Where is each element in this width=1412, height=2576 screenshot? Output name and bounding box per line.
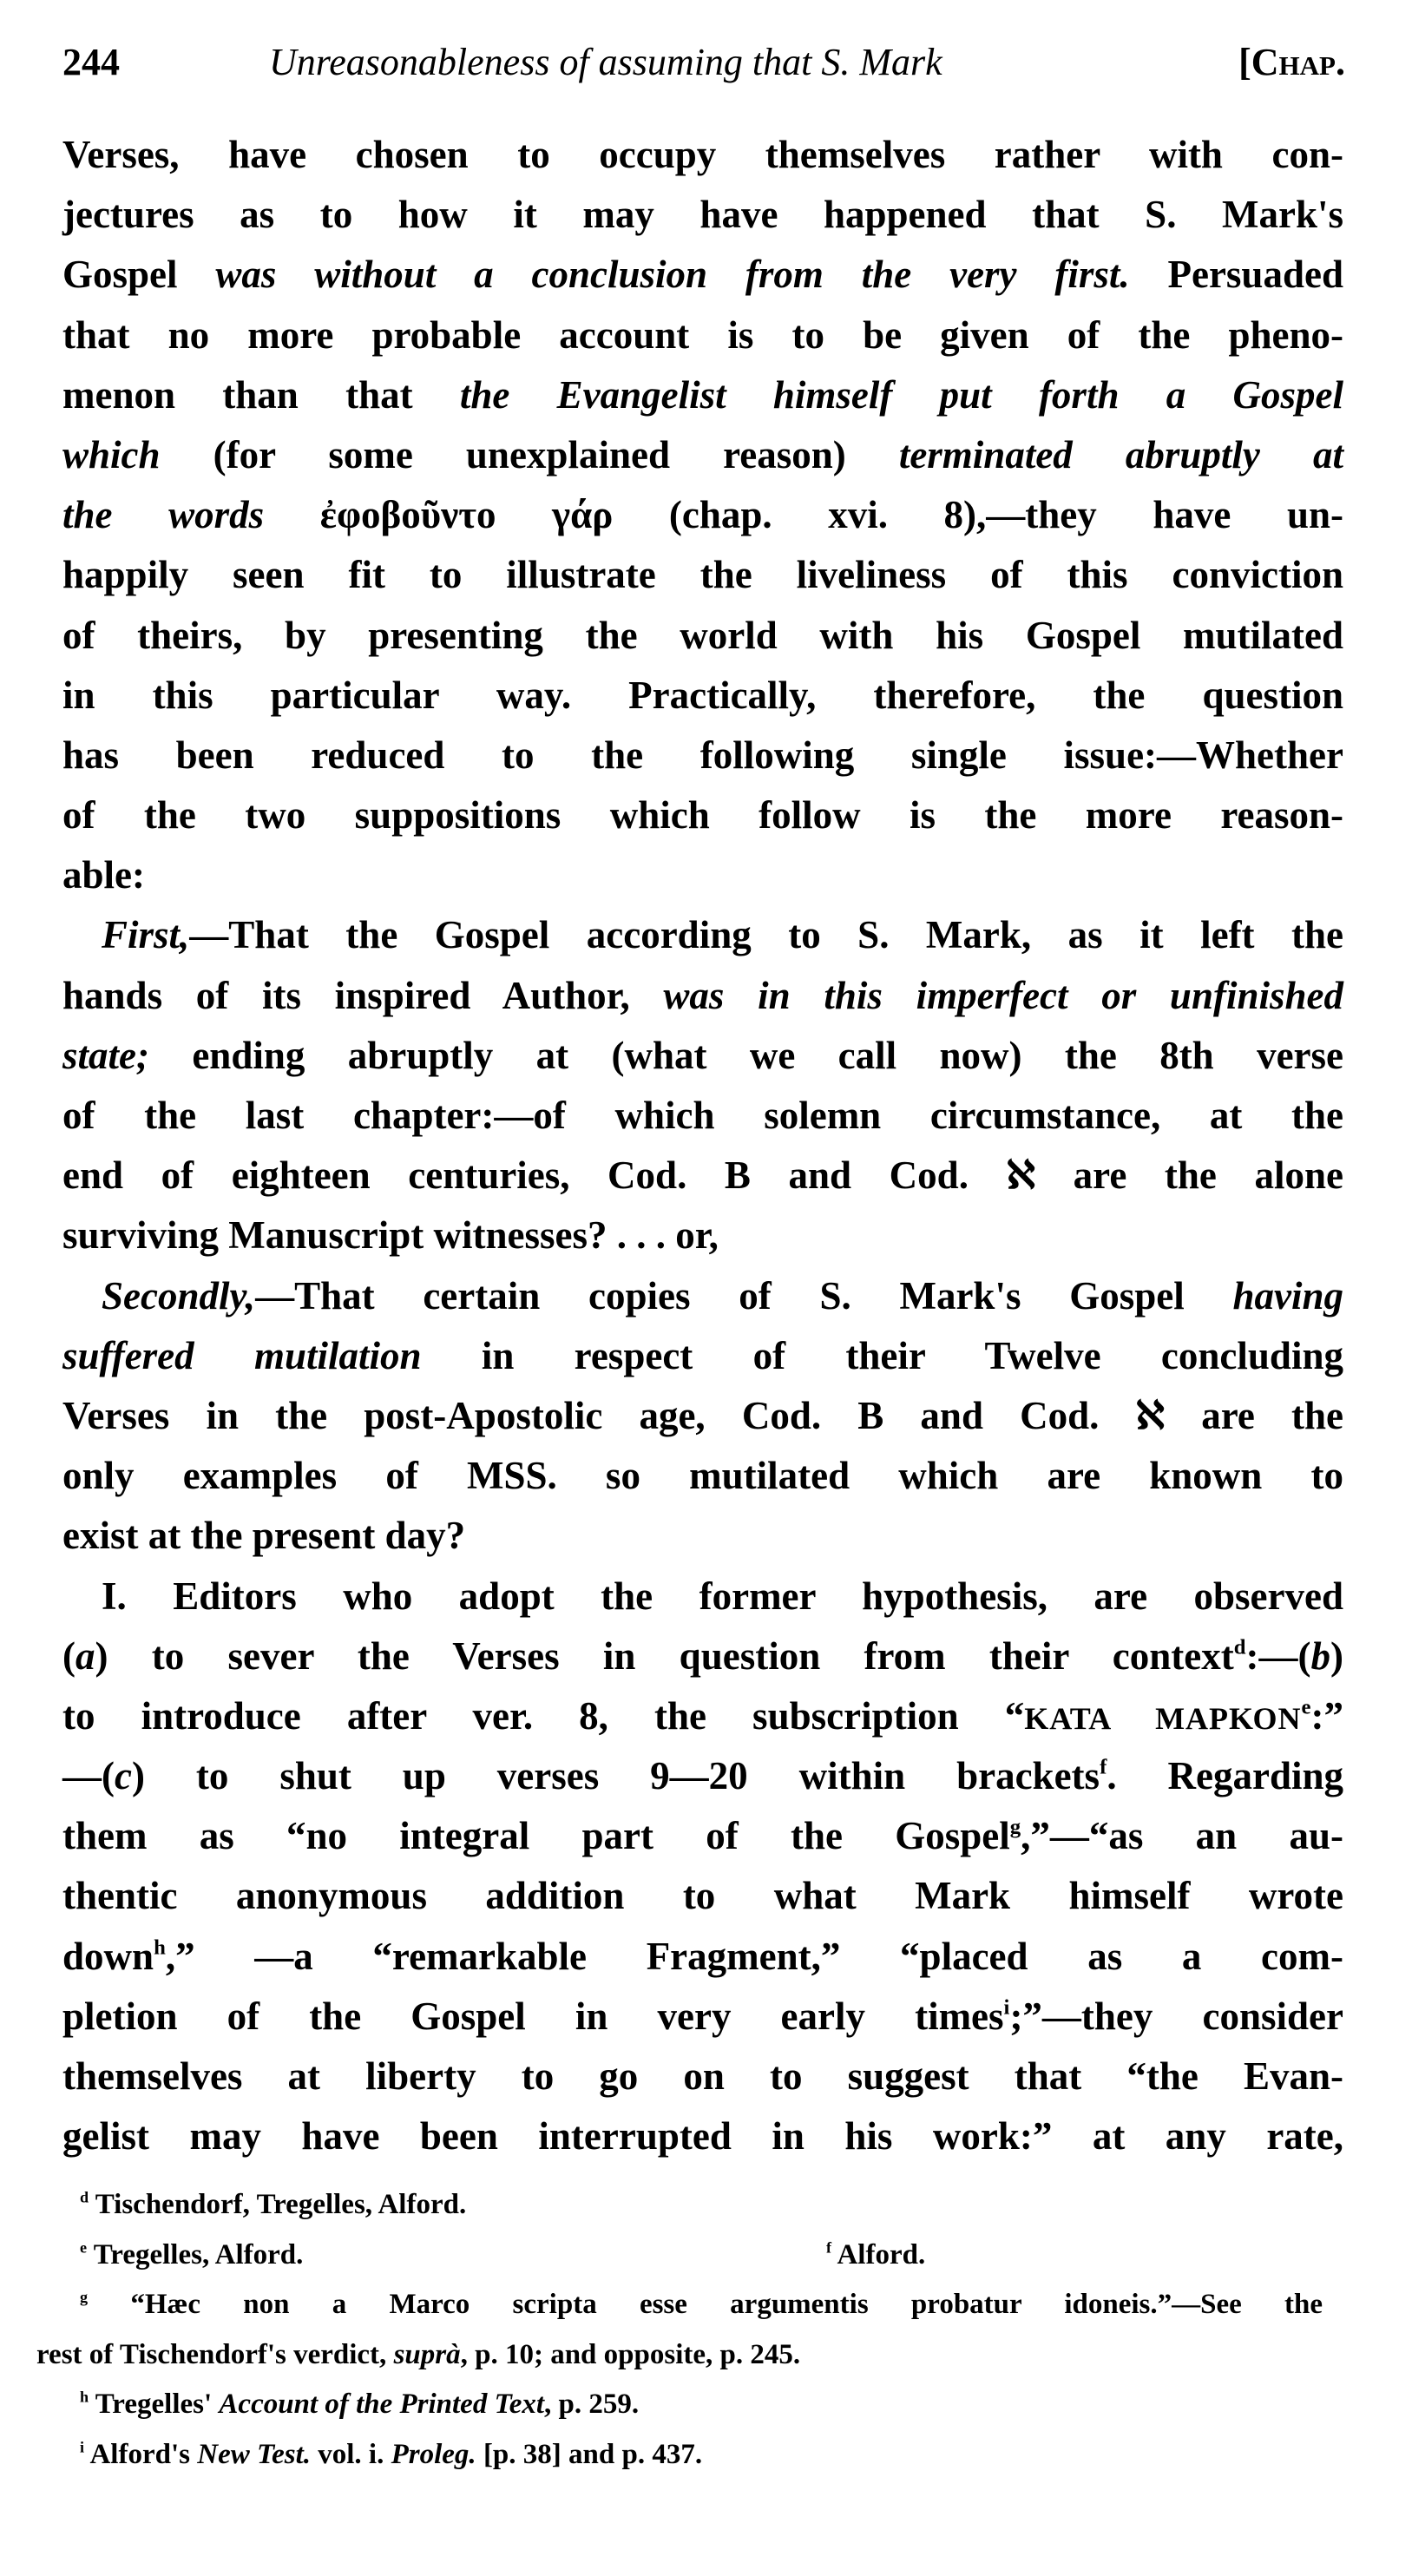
- text-run: —(: [62, 1754, 115, 1798]
- text-run: a: [76, 1633, 95, 1678]
- text-run: has been reduced to the following single issue:—Whether: [62, 733, 1343, 777]
- text-run: of theirs, by presenting the world with his Gospel mutilated: [62, 613, 1343, 657]
- text-run: jectures as to how it may have happened that S. Mark's: [62, 193, 1343, 237]
- text-line: [62, 1746, 1343, 1806]
- text-run: down: [62, 1934, 154, 1978]
- footnote-marker: i: [80, 2437, 85, 2455]
- text-run: rest of Tischendorf's verdict,: [36, 2338, 394, 2370]
- text-line: [62, 1866, 1343, 1926]
- text-line: [62, 365, 1343, 425]
- text-line: [62, 905, 1343, 965]
- text-run: them as “no integral part of the Gospel: [62, 1814, 1010, 1858]
- text-run: in this particular way. Practically, therefore, the question: [62, 673, 1343, 717]
- text-run: of the last chapter:—of which solemn circumstance, at the: [62, 1094, 1343, 1137]
- text-run: ;”—they consider: [1009, 1994, 1343, 2038]
- text-run: exist at the present day?: [62, 1514, 466, 1558]
- text-line: [62, 185, 1343, 245]
- text-line: [62, 1146, 1343, 1206]
- footnote-marker: g: [1009, 1815, 1021, 1839]
- text-run: ) to shut up verses 9—20 within brackets: [131, 1754, 1100, 1798]
- text-line: [62, 845, 1343, 905]
- text-run: Secondly,: [102, 1273, 256, 1318]
- text-run: having: [1232, 1273, 1343, 1318]
- text-line: [62, 306, 1343, 365]
- footnote: [36, 2180, 1323, 2231]
- footnote-marker: h: [80, 2388, 89, 2406]
- footnotes: [36, 2180, 1323, 2480]
- running-title: Unreasonableness of assuming that S. Mark: [269, 41, 942, 83]
- text-run: hands of its inspired Author,: [62, 973, 664, 1017]
- text-run: ) to sever the Verses in question from their context: [95, 1633, 1234, 1678]
- text-run: pletion of the Gospel in very early times: [62, 1994, 1004, 2038]
- text-run: vol. i.: [311, 2438, 391, 2470]
- text-run: :”: [1310, 1693, 1343, 1738]
- text-line: [62, 1506, 1343, 1566]
- text-line: [62, 545, 1343, 605]
- footnote: [826, 2231, 925, 2281]
- footnote-marker: d: [80, 2188, 89, 2206]
- text-run: (for some unexplained reason): [160, 432, 899, 476]
- text-run: “Hæc non a Marco scripta esse argumentis probatur idoneis.”—See the: [88, 2289, 1323, 2320]
- text-line: [62, 1206, 1343, 1265]
- text-line: [62, 2106, 1343, 2166]
- text-line: [62, 2047, 1343, 2106]
- text-line: [62, 1026, 1343, 1086]
- text-run: Persuaded: [1129, 253, 1343, 297]
- text-line: [62, 1086, 1343, 1146]
- text-run: surviving Manuscript witnesses? . . . or,: [62, 1213, 719, 1258]
- text-run: state;: [62, 1033, 149, 1077]
- footnote-marker: g: [80, 2288, 89, 2306]
- text-run: ending abruptly at (what we call now) the 8th verse: [148, 1033, 1343, 1077]
- text-line: [62, 726, 1343, 785]
- text-run: ,” —a “remarkable Fragment,” “placed as a com-: [165, 1934, 1343, 1978]
- text-run: in respect of their Twelve concluding: [421, 1333, 1343, 1377]
- text-line: [62, 1266, 1343, 1326]
- text-run: —That the Gospel according to S. Mark, as it left the: [189, 913, 1343, 957]
- text-run: I. Editors who adopt the former hypothesis, are observed: [102, 1574, 1343, 1618]
- footnote-marker: d: [1233, 1635, 1246, 1659]
- text-run: Tregelles, Alford.: [87, 2238, 304, 2270]
- text-line: [62, 245, 1343, 305]
- footnote: [36, 2430, 1323, 2481]
- text-run: only examples of MSS. so mutilated which are known to: [62, 1454, 1343, 1498]
- page-number: 244: [62, 41, 120, 83]
- body-text: [62, 125, 1343, 2166]
- text-run: end of eighteen centuries, Cod. B and Cod. ℵ are the alone: [62, 1153, 1343, 1198]
- text-run: which: [62, 432, 161, 476]
- text-line: [62, 1567, 1343, 1626]
- text-run: the Evangelist himself put forth a Gospel: [459, 372, 1343, 417]
- text-run: of the two suppositions which follow is the more reason-: [62, 793, 1343, 838]
- text-run: b: [1310, 1633, 1330, 1678]
- text-run: gelist may have been interrupted in his work:” at any rate,: [62, 2114, 1343, 2159]
- running-header: [62, 40, 1345, 92]
- text-run: Verses, have chosen to occupy themselves rather with con-: [62, 133, 1343, 176]
- footnote-marker: e: [80, 2238, 88, 2256]
- text-run: to introduce after ver. 8, the subscription “: [62, 1693, 1025, 1738]
- text-run: Tregelles': [89, 2389, 220, 2420]
- text-run: the words: [62, 493, 265, 537]
- text-run: Account of the Printed Text: [219, 2389, 545, 2420]
- text-line: [62, 1927, 1343, 1987]
- footnote: [36, 2330, 1323, 2381]
- footnote: [36, 2231, 1323, 2281]
- text-line: [62, 485, 1343, 545]
- text-run: Verses in the post-Apostolic age, Cod. B and Cod. ℵ are the: [62, 1393, 1343, 1437]
- text-run: happily seen fit to illustrate the liveliness of this conviction: [62, 553, 1343, 597]
- footnote-marker: f: [1100, 1755, 1107, 1779]
- text-line: [62, 1987, 1343, 2047]
- text-run: —That certain copies of S. Mark's Gospel: [255, 1273, 1233, 1318]
- text-run: . Regarding: [1107, 1754, 1343, 1798]
- text-line: [62, 1446, 1343, 1506]
- text-line: [62, 966, 1343, 1026]
- footnote-marker: h: [154, 1935, 166, 1960]
- text-run: Alford's: [84, 2438, 198, 2470]
- text-line: [62, 606, 1343, 666]
- text-line: [62, 1386, 1343, 1446]
- footnote: [36, 2280, 1323, 2330]
- text-run: able:: [62, 853, 145, 897]
- footnote-marker: f: [826, 2238, 832, 2256]
- text-run: ): [1330, 1633, 1343, 1678]
- text-run: [p. 38] and p. 437.: [476, 2438, 703, 2470]
- text-run: thentic anonymous addition to what Mark himself wrote: [62, 1874, 1343, 1918]
- text-line: [62, 425, 1343, 485]
- text-run: Tischendorf, Tregelles, Alford.: [89, 2189, 467, 2220]
- text-run: ΚΑΤΑ ΜΑΡΚΟΝ: [1024, 1700, 1302, 1736]
- text-run: suprà: [393, 2338, 461, 2370]
- text-line: [62, 785, 1343, 845]
- footnote-marker: e: [1301, 1695, 1311, 1719]
- chapter-label: [Chap.: [1238, 41, 1345, 83]
- text-run: suffered mutilation: [62, 1333, 422, 1377]
- text-run: menon than that: [62, 372, 460, 417]
- text-run: , p. 10; and opposite, p. 245.: [460, 2338, 801, 2370]
- text-run: (: [62, 1633, 76, 1678]
- text-run: First,: [102, 913, 190, 957]
- text-line: [62, 1686, 1343, 1746]
- text-line: [62, 666, 1343, 726]
- text-run: :—(: [1245, 1633, 1311, 1678]
- text-run: was without a conclusion from the very first.: [215, 253, 1130, 297]
- text-line: [62, 1806, 1343, 1866]
- text-run: ἐφοβοῦντο γάρ (chap. xvi. 8),—they have un-: [264, 493, 1343, 537]
- text-run: that no more probable account is to be given of the pheno-: [62, 312, 1343, 357]
- text-run: Gospel: [62, 253, 216, 297]
- text-run: Alford.: [831, 2238, 926, 2270]
- text-run: ,”—“as an au-: [1021, 1814, 1343, 1858]
- footnote-marker: i: [1003, 1995, 1010, 2020]
- text-run: c: [115, 1754, 132, 1798]
- text-run: Proleg.: [391, 2438, 476, 2470]
- text-line: [62, 125, 1343, 185]
- text-run: was in this imperfect or unfinished: [663, 973, 1343, 1017]
- text-run: , p. 259.: [544, 2389, 640, 2420]
- footnote: [36, 2380, 1323, 2430]
- text-run: New Test.: [197, 2438, 312, 2470]
- text-run: terminated abruptly at: [898, 432, 1343, 476]
- text-line: [62, 1626, 1343, 1686]
- text-run: themselves at liberty to go on to suggest that “the Evan-: [62, 2054, 1343, 2098]
- text-line: [62, 1326, 1343, 1386]
